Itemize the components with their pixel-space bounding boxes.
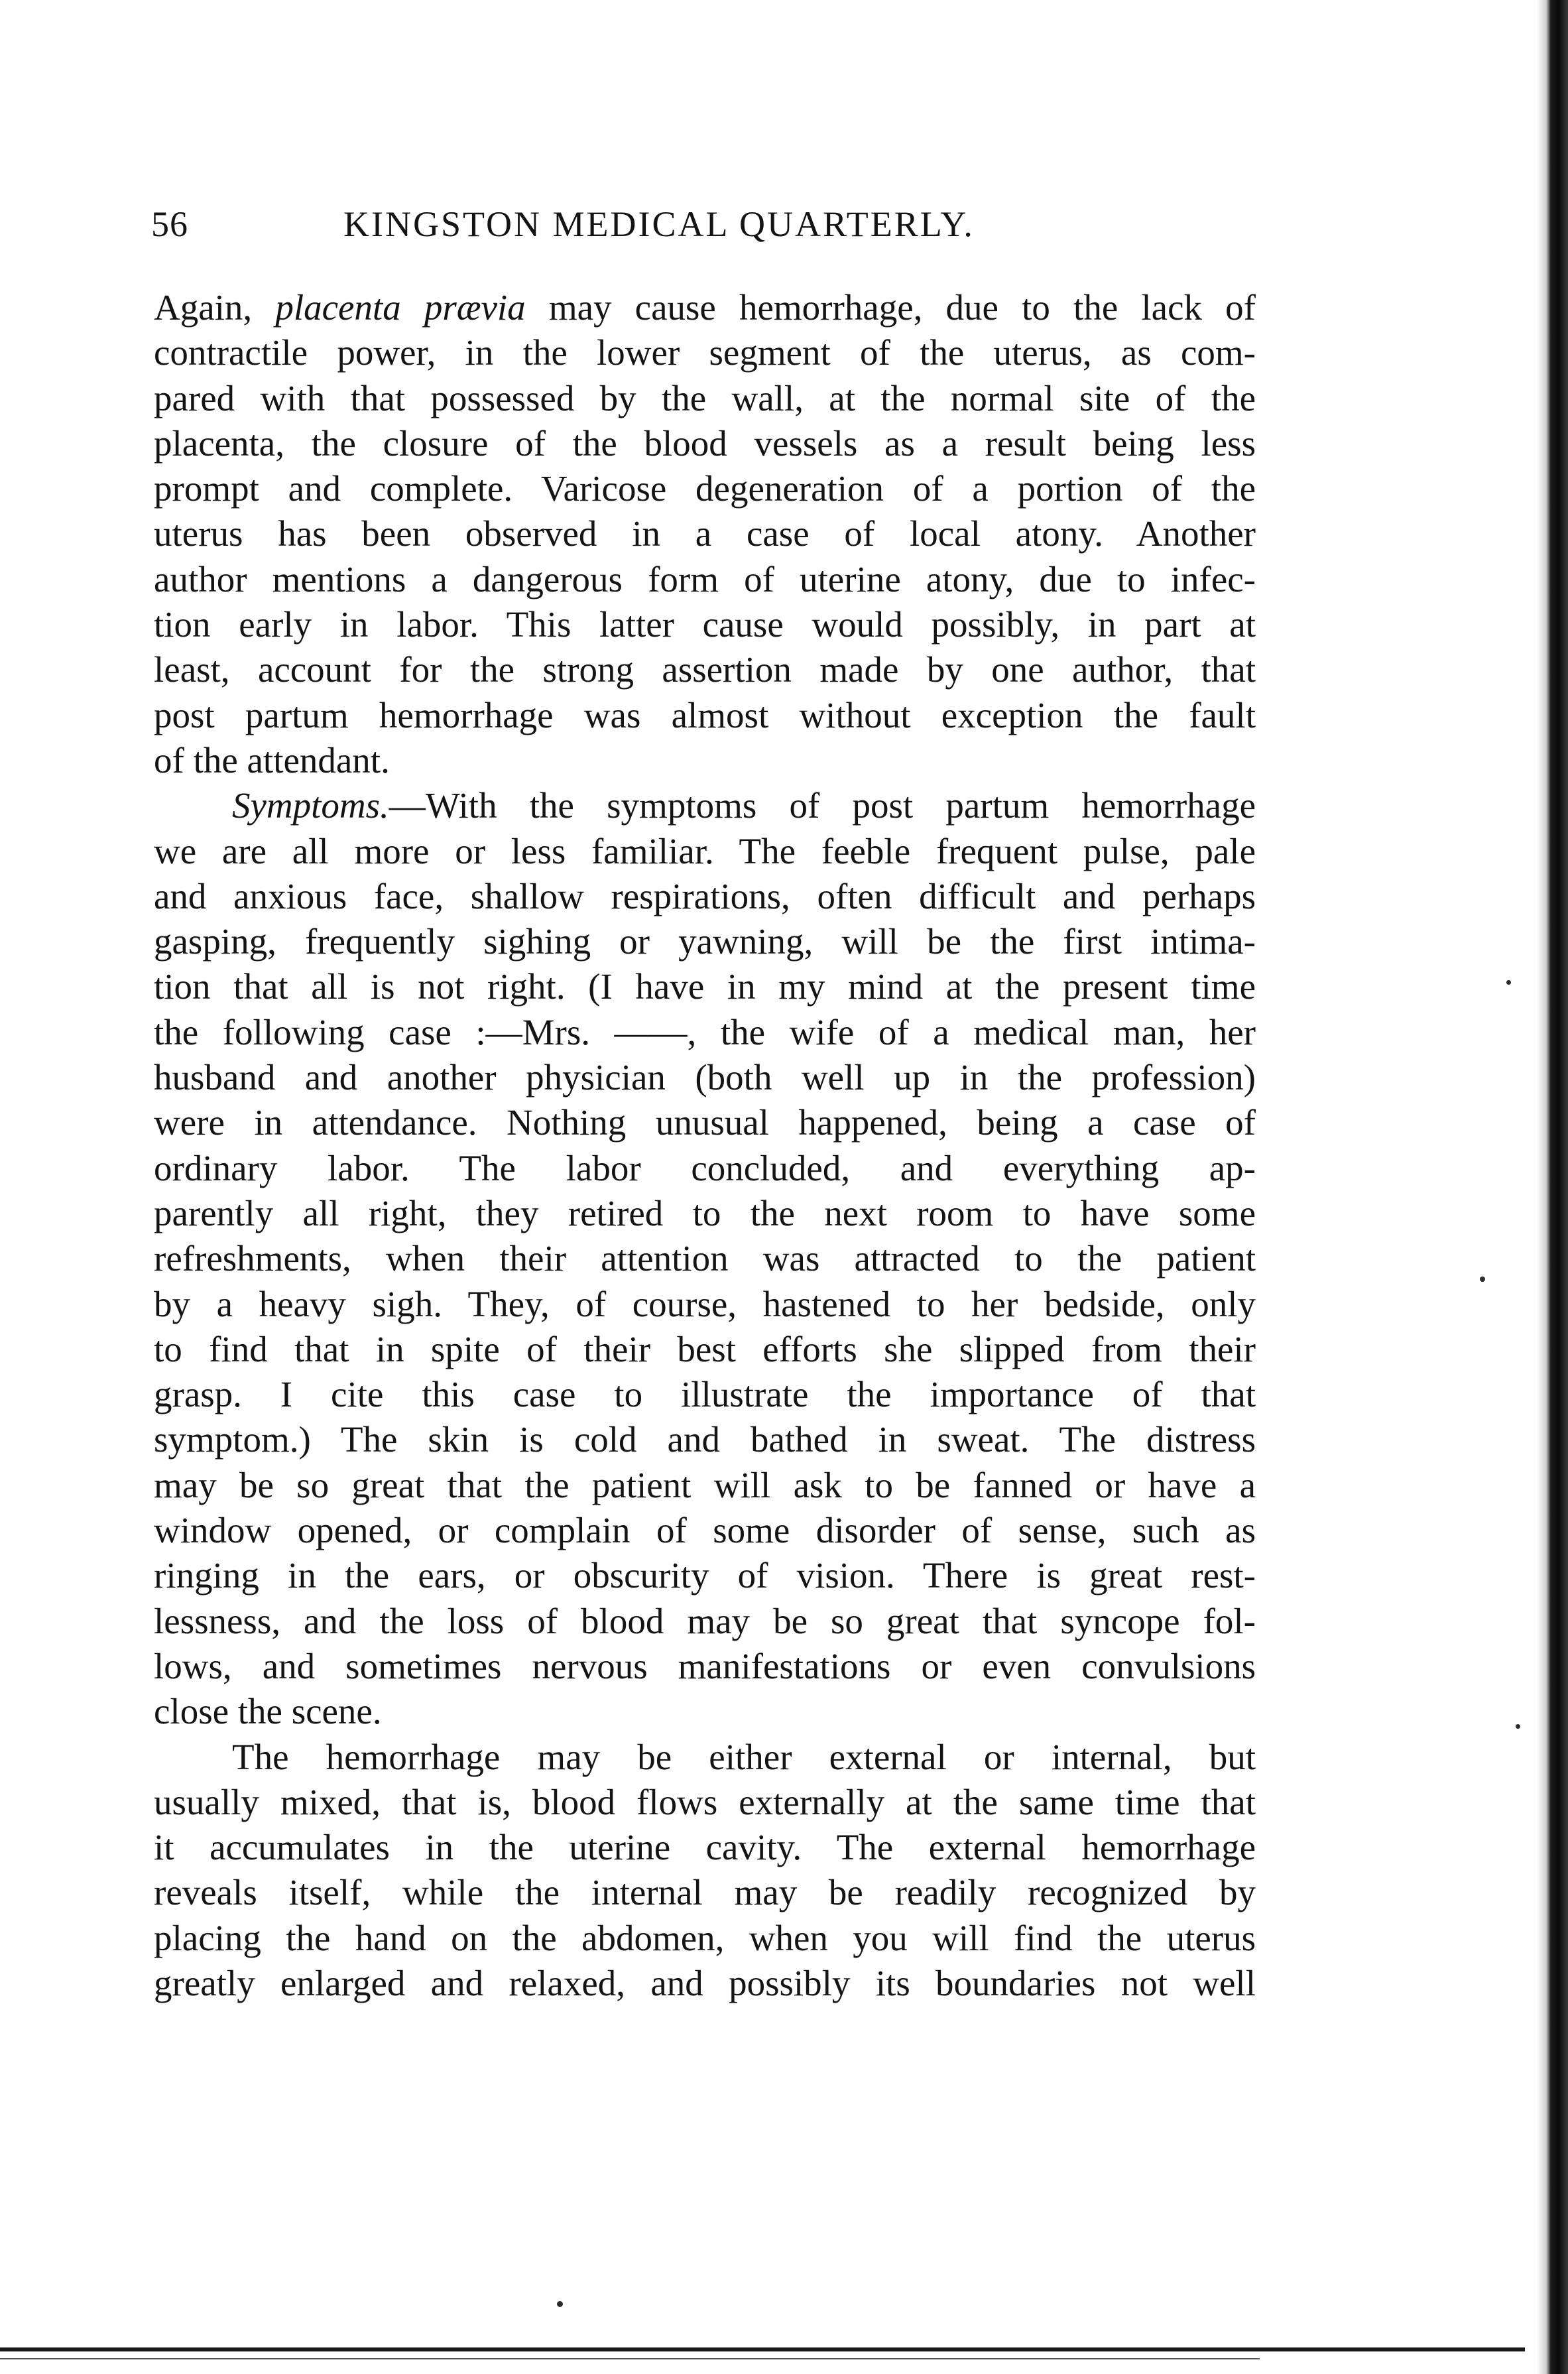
text-line: placenta, the closure of the blood vessels as a result being less	[154, 422, 1256, 464]
text-line: placing the hand on the abdomen, when you will find the uterus	[154, 1917, 1256, 1958]
text-line: may be so great that the patient will ask to be fanned or have a	[154, 1464, 1256, 1505]
text-line: were in attendance. Nothing unusual happened, being a case of	[154, 1102, 1256, 1143]
text-line: symptom.) The skin is cold and bathed in sweat. The distress	[154, 1419, 1256, 1460]
text-line: ringing in the ears, or obscurity of vision. There is great rest-	[154, 1555, 1256, 1596]
binding-edge	[1537, 0, 1568, 2374]
ink-speck	[1506, 980, 1511, 985]
text-line: reveals itself, while the internal may be readily recognized by	[154, 1872, 1256, 1913]
text-line: it accumulates in the uterine cavity. The external hemorrhage	[154, 1827, 1256, 1868]
bottom-rule-thin	[0, 2358, 1260, 2359]
text-line: lessness, and the loss of blood may be so great that syncope fol-	[154, 1600, 1256, 1641]
paragraph	[154, 285, 1256, 783]
text-line: post partum hemorrhage was almost without exception the fault	[154, 694, 1256, 735]
ink-speck	[1480, 1277, 1485, 1282]
text-line: lows, and sometimes nervous manifestations or even convulsions	[154, 1645, 1256, 1686]
text-line: gasping, frequently sighing or yawning, will be the first intima-	[154, 921, 1256, 962]
text-line: of the attendant.	[154, 739, 390, 781]
text-line: greatly enlarged and relaxed, and possibly its boundaries not well	[154, 1962, 1256, 2003]
body-text	[154, 285, 1256, 2006]
page-number: 56	[151, 204, 188, 244]
text-line: husband and another physician (both well up in the profession)	[154, 1057, 1256, 1098]
text-line: Again, placenta prævia may cause hemorrhage, due to the lack of	[154, 287, 1256, 328]
ink-speck	[557, 2301, 563, 2307]
running-title: KINGSTON MEDICAL QUARTERLY.	[343, 204, 975, 244]
text-line: author mentions a dangerous form of uterine atony, due to infec-	[154, 558, 1256, 599]
text-line: tion early in labor. This latter cause would possibly, in part at	[154, 604, 1256, 645]
text-line: to find that in spite of their best efforts she slipped from their	[154, 1328, 1256, 1369]
text-line: by a heavy sigh. They, of course, hastened to her bedside, only	[154, 1283, 1256, 1324]
ink-speck	[1516, 1724, 1520, 1729]
paragraph	[154, 1735, 1256, 2007]
text-line: prompt and complete. Varicose degeneration of a portion of the	[154, 468, 1256, 509]
text-line: window opened, or complain of some disorder of sense, such as	[154, 1510, 1256, 1551]
paragraph	[154, 783, 1256, 1734]
text-line: ordinary labor. The labor concluded, and everything ap-	[154, 1147, 1256, 1188]
text-line: and anxious face, shallow respirations, often difficult and perhaps	[154, 875, 1256, 916]
text-line: least, account for the strong assertion made by one author, that	[154, 649, 1256, 690]
text-line: uterus has been observed in a case of local atony. Another	[154, 513, 1256, 554]
text-line: parently all right, they retired to the next room to have some	[154, 1192, 1256, 1233]
text-line: pared with that possessed by the wall, at the normal site of the	[154, 377, 1256, 418]
text-line: the following case :—Mrs. ——, the wife of a medical man, her	[154, 1011, 1256, 1052]
text-line: contractile power, in the lower segment of the uterus, as com-	[154, 332, 1256, 373]
italic-heading: Symptoms.	[232, 785, 389, 826]
text-line: The hemorrhage may be either external or internal, but	[232, 1736, 1256, 1777]
text-line: we are all more or less familiar. The feeble frequent pulse, pale	[154, 830, 1256, 871]
text-line: usually mixed, that is, blood flows externally at the same time that	[154, 1781, 1256, 1822]
text-line: refreshments, when their attention was attracted to the patient	[154, 1238, 1256, 1279]
text-line: close the scene.	[154, 1691, 382, 1732]
text-line: grasp. I cite this case to illustrate the importance of that	[154, 1374, 1256, 1415]
italic-term: placenta prævia	[275, 287, 526, 328]
page-header	[151, 198, 1099, 251]
bottom-rule	[0, 2347, 1525, 2351]
text-line: Symptoms.—With the symptoms of post partum hemorrhage	[232, 785, 1256, 826]
text-line: tion that all is not right. (I have in my mind at the present time	[154, 966, 1256, 1007]
